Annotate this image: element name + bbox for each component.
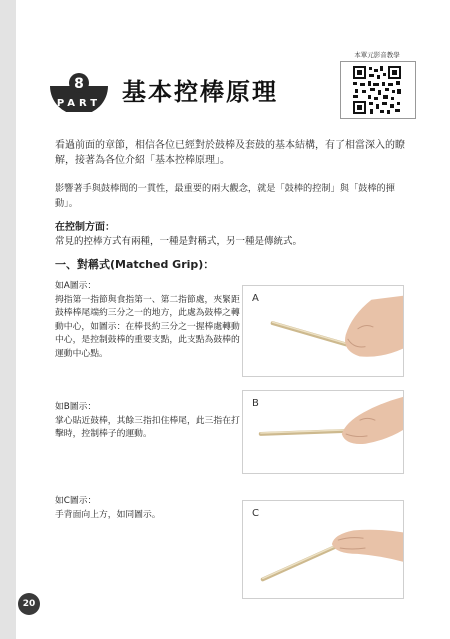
intro-paragraph: 看過前面的章節，相信各位已經對於鼓棒及套鼓的基本結構，有了相當深入的瞭解，接著為各位介紹「基本控棒原理」。 xyxy=(55,140,405,166)
page-number: 20 xyxy=(18,593,40,615)
part-badge xyxy=(48,72,110,112)
side-strip xyxy=(0,0,16,639)
caption-b xyxy=(55,401,245,442)
caption-a-title: 如A圖示： xyxy=(55,281,97,291)
control-heading: 在控制方面： xyxy=(55,222,115,233)
matched-grip-heading: 一、對稱式(Matched Grip)： xyxy=(55,258,215,271)
hand-grip-c-illustration xyxy=(243,501,403,598)
caption-c-title: 如C圖示： xyxy=(55,496,97,506)
caption-b-title: 如B圖示： xyxy=(55,402,97,412)
photo-b-label: B xyxy=(252,398,259,409)
photo-a-label: A xyxy=(252,293,259,304)
qr-label: 本單元影音教學 xyxy=(354,51,400,59)
photo-c-label: C xyxy=(252,508,259,519)
caption-a xyxy=(55,280,240,361)
chapter-title: 基本控棒原理 xyxy=(122,77,278,106)
caption-c-body: 手背面向上方，如同圖示。 xyxy=(55,509,161,520)
caption-b-body: 掌心貼近鼓棒，其餘三指扣住棒尾，此三指在打擊時，控制棒子的運動。 xyxy=(55,415,240,439)
caption-c xyxy=(55,495,240,522)
photo-a xyxy=(242,285,404,377)
photo-c xyxy=(242,500,404,599)
influence-paragraph: 影響著手與鼓棒間的一貫性，最重要的兩大觀念，就是「鼓棒的控制」與「鼓棒的揮動」。 xyxy=(55,183,395,209)
hand-grip-b-illustration xyxy=(243,391,403,473)
control-body: 常見的控棒方式有兩種，一種是對稱式，另一種是傳統式。 xyxy=(55,236,303,247)
part-word: PART xyxy=(56,98,102,109)
qr-code[interactable] xyxy=(340,61,416,119)
caption-a-body: 拇指第一指節與食指第一、第二指節處，夾緊距鼓棒棒尾端約三分之一的地方，此處為鼓棒之轉動中心，如圖示：在棒長約三分之一握棒處轉動中心，是控制鼓棒的重要支點，此支點為鼓棒的運動中心點。 xyxy=(55,294,240,359)
qr-code-icon xyxy=(343,64,413,116)
photo-b xyxy=(242,390,404,474)
hand-grip-a-illustration xyxy=(243,286,403,376)
part-number: 8 xyxy=(74,76,84,92)
qr-block xyxy=(340,50,414,119)
part-badge-graphic xyxy=(48,72,110,112)
